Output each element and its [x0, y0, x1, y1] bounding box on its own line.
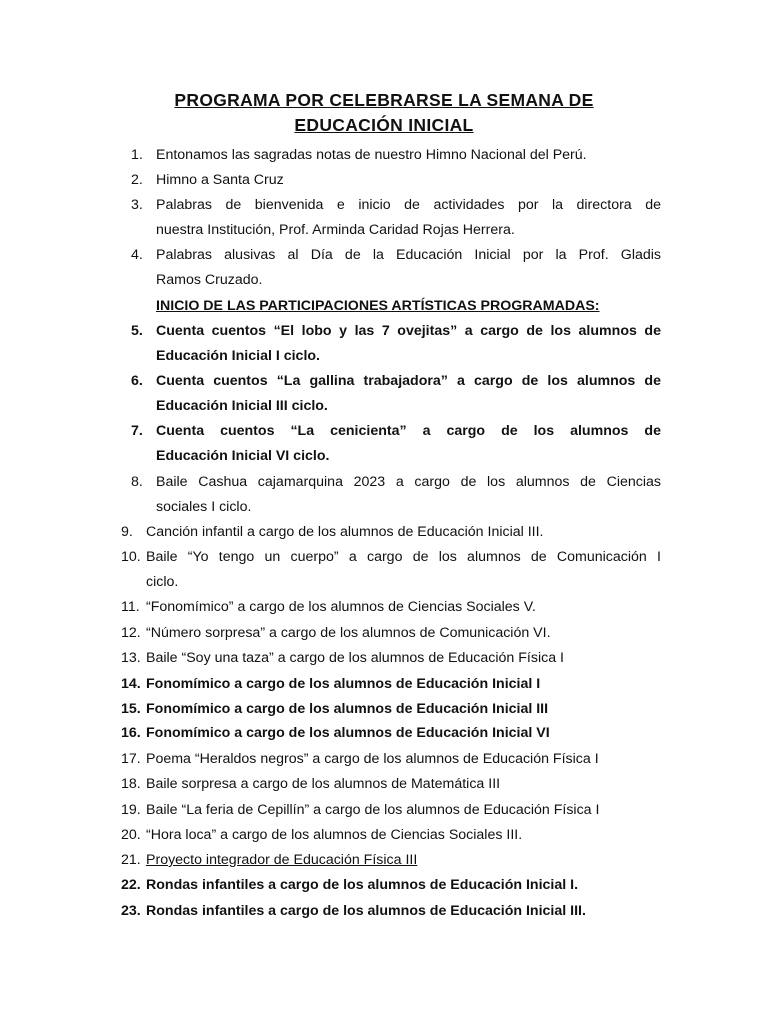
program-item-3 [131, 193, 661, 243]
item-number: 14. [121, 676, 141, 692]
item-text-line-2: ciclo. [146, 574, 179, 590]
item-text-line-2: Ramos Cruzado. [156, 272, 263, 288]
program-item-6 [131, 369, 661, 419]
item-text: Baile “Soy una taza” a cargo de los alumnos de Educación Física I [146, 650, 564, 666]
program-item-10 [121, 545, 661, 595]
program-item-7 [131, 419, 661, 469]
item-number: 23. [121, 903, 141, 919]
document-title [150, 88, 618, 138]
program-item-4 [131, 243, 661, 293]
item-number: 12. [121, 625, 141, 641]
item-text: Rondas infantiles a cargo de los alumnos de Educación Inicial I. [146, 877, 579, 893]
item-text: Poema “Heraldos negros” a cargo de los alumnos de Educación Física I [146, 751, 599, 767]
item-number: 17. [121, 751, 141, 767]
item-number: 4. [131, 247, 143, 263]
item-number: 3. [131, 197, 143, 213]
item-text-line-2: sociales I ciclo. [156, 499, 252, 515]
item-text: Fonomímico a cargo de los alumnos de Educación Inicial VI [146, 725, 550, 741]
title-line-2: EDUCACIÓN INICIAL [294, 115, 474, 135]
program-item-9 [121, 520, 661, 545]
program-item-16 [121, 721, 661, 746]
item-number: 15. [121, 701, 141, 717]
item-text: Himno a Santa Cruz [156, 172, 284, 188]
item-number: 20. [121, 827, 141, 843]
program-item-22 [121, 873, 661, 898]
item-text: Entonamos las sagradas notas de nuestro Himno Nacional del Perú. [156, 147, 587, 163]
item-text-line-1: Cuenta cuentos “La gallina trabajadora” a cargo de los alumnos de [156, 373, 661, 389]
program-item-17 [121, 747, 661, 772]
program-item-15 [121, 697, 661, 722]
item-text-line-2: Educación Inicial I ciclo. [156, 348, 320, 364]
item-number: 11. [121, 599, 140, 615]
program-item-14 [121, 672, 661, 697]
item-number: 9. [121, 524, 133, 540]
item-text: Proyecto integrador de Educación Física III [146, 852, 418, 868]
item-number: 13. [121, 650, 141, 666]
item-number: 18. [121, 776, 141, 792]
item-text: “Hora loca” a cargo de los alumnos de Ciencias Sociales III. [146, 827, 523, 843]
item-number: 16. [121, 725, 141, 741]
item-number: 22. [121, 877, 141, 893]
program-item-5 [131, 319, 661, 369]
item-text: Baile “La feria de Cepillín” a cargo de los alumnos de Educación Física I [146, 802, 600, 818]
program-item-1 [131, 143, 661, 168]
item-text: “Número sorpresa” a cargo de los alumnos de Comunicación VI. [146, 625, 551, 641]
item-text: Fonomímico a cargo de los alumnos de Educación Inicial III [146, 701, 549, 717]
program-item-20 [121, 823, 661, 848]
item-text-line-1: Baile “Yo tengo un cuerpo” a cargo de los alumnos de Comunicación I [146, 549, 661, 565]
item-text-line-1: Cuenta cuentos “El lobo y las 7 ovejitas” a cargo de los alumnos de [156, 323, 661, 339]
item-text-line-1: Cuenta cuentos “La cenicienta” a cargo de los alumnos de [156, 423, 661, 439]
program-item-11 [121, 595, 661, 620]
section-heading: INICIO DE LAS PARTICIPACIONES ARTÍSTICAS PROGRAMADAS: [156, 298, 600, 314]
program-item-21 [121, 848, 661, 873]
program-item-8 [131, 470, 661, 520]
program-item-13 [121, 646, 661, 671]
item-text-line-2: Educación Inicial VI ciclo. [156, 448, 330, 464]
item-number: 5. [131, 323, 143, 339]
item-number: 21. [121, 852, 141, 868]
program-item-19 [121, 798, 661, 823]
item-text-line-2: nuestra Institución, Prof. Arminda Caridad Rojas Herrera. [156, 222, 515, 238]
program-item-12 [121, 621, 661, 646]
item-text: “Fonomímico” a cargo de los alumnos de Ciencias Sociales V. [146, 599, 536, 615]
item-text-line-1: Palabras alusivas al Día de la Educación Inicial por la Prof. Gladis [156, 247, 661, 263]
item-number: 8. [131, 474, 143, 490]
item-number: 6. [131, 373, 143, 389]
item-text-line-1: Palabras de bienvenida e inicio de actividades por la directora de [156, 197, 661, 213]
item-number: 19. [121, 802, 141, 818]
item-number: 2. [131, 172, 143, 188]
item-text: Rondas infantiles a cargo de los alumnos de Educación Inicial III. [146, 903, 586, 919]
item-text: Fonomímico a cargo de los alumnos de Educación Inicial I [146, 676, 541, 692]
program-item-2 [131, 168, 661, 193]
item-text: Baile sorpresa a cargo de los alumnos de Matemática III [146, 776, 501, 792]
item-text-line-1: Baile Cashua cajamarquina 2023 a cargo de los alumnos de Ciencias [156, 474, 661, 490]
item-number: 1. [131, 147, 143, 163]
item-number: 7. [131, 423, 143, 439]
title-line-1: PROGRAMA POR CELEBRARSE LA SEMANA DE [174, 90, 594, 110]
item-text: Canción infantil a cargo de los alumnos de Educación Inicial III. [146, 524, 544, 540]
program-item-23 [121, 899, 661, 924]
program-item-18 [121, 772, 661, 797]
item-text-line-2: Educación Inicial III ciclo. [156, 398, 328, 414]
item-number: 10. [121, 549, 141, 565]
